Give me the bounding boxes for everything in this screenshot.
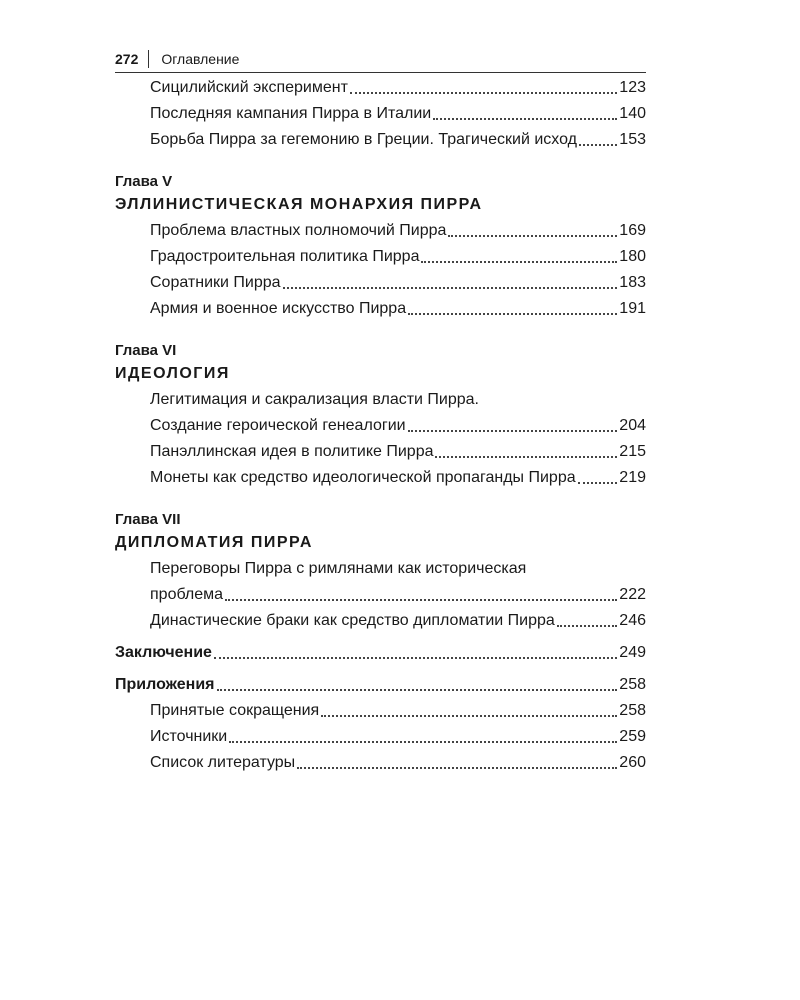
toc-entry-page: 169 [619,222,646,239]
toc-entry-title: Династические браки как средство дипломатии Пирра [150,612,555,629]
leader-dots [225,598,617,601]
toc-entry-title: Проблема властных полномочий Пирра [150,222,447,239]
toc-entry-page: 215 [619,443,646,460]
leader-dots [557,624,618,627]
toc-entry-page: 258 [619,676,646,693]
leader-dots [435,455,617,458]
leader-dots [433,117,617,120]
leader-dots [297,766,617,769]
toc-entry [115,439,646,465]
toc-entry-title: Градостроительная политика Пирра [150,248,420,265]
toc-entry-title: Принятые сокращения [150,702,320,719]
running-header [115,46,646,73]
toc-entry-title-line: Легитимация и сакрализация власти Пирра. [150,391,479,408]
toc-entry [115,698,646,724]
leader-dots [350,91,617,94]
toc-entry-title: Панэллинская идея в политике Пирра [150,443,434,460]
chapter-title: ИДЕОЛОГИЯ [115,365,230,382]
toc-entry-appendix [115,672,646,698]
leader-dots [578,481,618,484]
toc-entry [115,218,646,244]
toc-entry-page: 204 [619,417,646,434]
toc-entry-title: Создание героической генеалогии [150,417,406,434]
toc-entry [115,75,646,101]
chapter-label: Глава VI [115,342,177,359]
toc-entry-title: Заключение [115,644,212,661]
toc-entry [115,270,646,296]
toc-entry-title: Борьба Пирра за гегемонию в Греции. Трагический исход [150,131,577,148]
toc-entry-title: Монеты как средство идеологической пропаганды Пирра [150,469,576,486]
toc-entry-page: 180 [619,248,646,265]
toc-entry-title: Приложения [115,676,215,693]
toc-entry-page: 191 [619,300,646,317]
toc-entry-title-line: Переговоры Пирра с римлянами как историческая [150,560,527,577]
toc-entry-title: Сицилийский эксперимент [150,79,348,96]
toc-entry [115,608,646,634]
leader-dots [579,143,617,146]
toc-entry-page: 123 [619,79,646,96]
toc-entry [115,296,646,322]
toc-entry-title: Армия и военное искусство Пирра [150,300,407,317]
toc-entry-title: Последняя кампания Пирра в Италии [150,105,432,122]
toc-entry [115,101,646,127]
toc-entry-page: 183 [619,274,646,291]
toc-entry [115,244,646,270]
toc-entry-page: 258 [619,702,646,719]
toc-entry-page: 259 [619,728,646,745]
toc-entry-page: 140 [619,105,646,122]
toc-entry-title: проблема [150,586,224,603]
page-number: 272 [115,51,139,67]
toc-entry [115,582,646,608]
toc-entry-page: 249 [619,644,646,661]
chapter-title: ДИПЛОМАТИЯ ПИРРА [115,534,313,551]
header-section-title: Оглавление [161,51,240,67]
leader-dots [321,714,617,717]
leader-dots [421,260,617,263]
chapter-label: Глава VII [115,511,181,528]
toc-entry-conclusion [115,640,646,666]
header-separator [148,50,149,68]
toc-entry [115,724,646,750]
toc-entry [115,750,646,776]
leader-dots [283,286,618,289]
toc-entry [115,413,646,439]
leader-dots [408,312,617,315]
toc-entry-title: Список литературы [150,754,296,771]
leader-dots [408,429,618,432]
toc-entry [115,465,646,491]
toc-entry-page: 153 [619,131,646,148]
leader-dots [229,740,617,743]
chapter-title: ЭЛЛИНИСТИЧЕСКАЯ МОНАРХИЯ ПИРРА [115,196,483,213]
toc-entry [115,127,646,153]
toc-entry-page: 246 [619,612,646,629]
toc-entry-page: 222 [619,586,646,603]
leader-dots [214,656,617,659]
leader-dots [217,688,618,691]
leader-dots [448,234,617,237]
toc-entry-title: Источники [150,728,228,745]
toc-entry-page: 219 [619,469,646,486]
table-of-contents [115,75,646,776]
toc-entry-page: 260 [619,754,646,771]
chapter-label: Глава V [115,173,173,190]
toc-entry-title: Соратники Пирра [150,274,281,291]
